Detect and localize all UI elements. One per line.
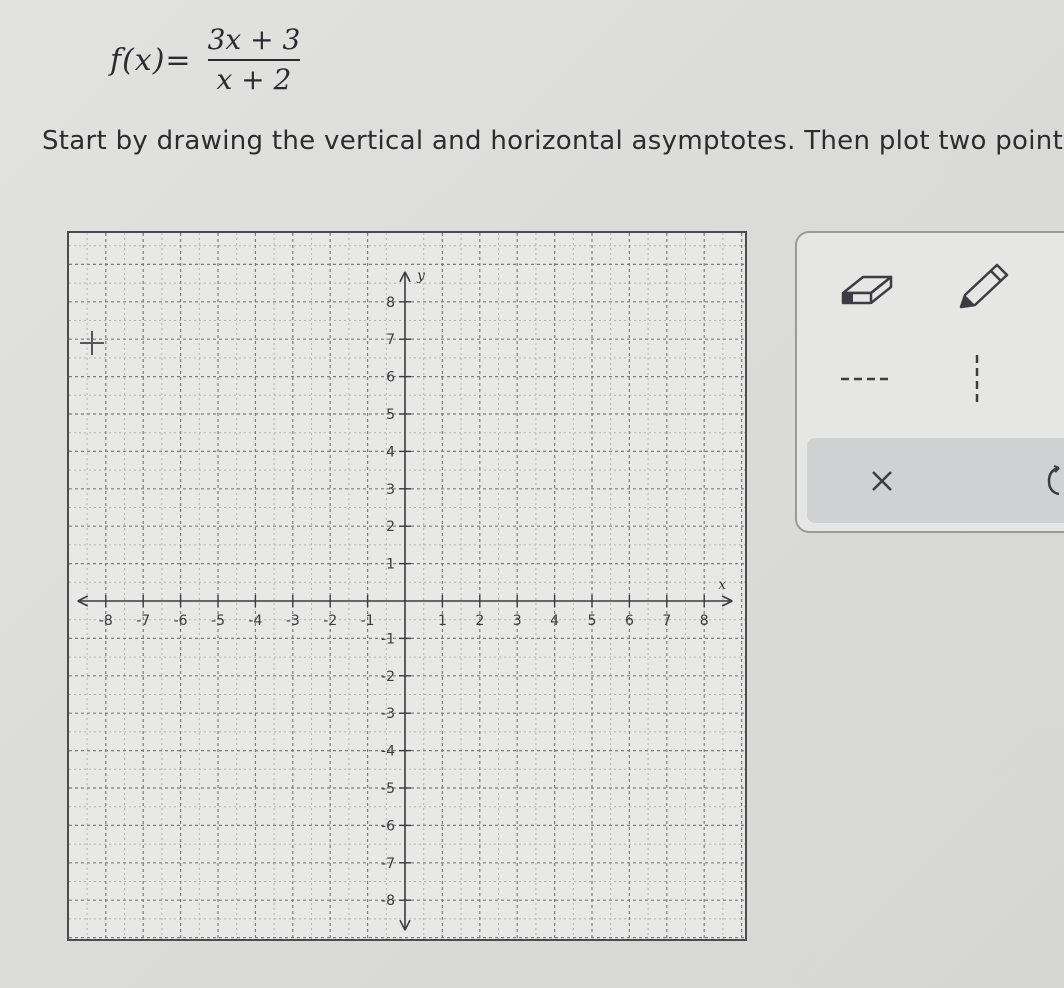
x-tick-label: 1 (437, 613, 447, 629)
x-tick-label: 2 (475, 613, 485, 629)
y-tick-label: 3 (386, 481, 395, 498)
y-tick-label: 1 (386, 556, 395, 573)
x-axis-label: x (718, 577, 727, 593)
x-tick-label: -7 (136, 613, 151, 629)
y-tick-label: -1 (381, 631, 395, 648)
horizontal-asymptote-tool-button[interactable] (835, 363, 895, 393)
x-tick-label: 6 (624, 613, 634, 629)
y-axis-label: y (417, 267, 425, 284)
x-tick-label: 5 (587, 613, 597, 629)
x-tick-label: 4 (550, 613, 560, 629)
y-tick-label: 6 (386, 369, 395, 386)
eraser-icon (837, 263, 899, 311)
vertical-asymptote-tool-button[interactable] (957, 351, 997, 411)
y-tick-label: -3 (381, 706, 395, 723)
y-tick-label: -4 (381, 743, 395, 760)
graph-toolbox (795, 231, 1064, 533)
crosshair-cursor-icon (78, 329, 106, 357)
function-lhs: f(x)= (110, 42, 192, 78)
x-icon (867, 466, 897, 496)
x-tick-label: -5 (211, 613, 225, 629)
y-tick-label: -7 (381, 855, 395, 872)
coordinate-grid[interactable] (69, 233, 745, 939)
y-tick-label: -6 (381, 818, 395, 835)
y-tick-label: 2 (386, 519, 395, 536)
fraction-bar (208, 59, 300, 61)
x-tick-label: 8 (699, 613, 709, 629)
x-tick-label: 7 (662, 613, 672, 629)
x-tick-label: -2 (323, 613, 338, 629)
y-tick-label: 4 (386, 444, 395, 461)
fraction-numerator: 3x + 3 (207, 23, 301, 56)
x-tick-label: -4 (248, 613, 263, 629)
undo-icon (1037, 464, 1064, 498)
fraction-denominator: x + 2 (216, 63, 292, 96)
y-tick-label: 5 (386, 407, 395, 423)
y-tick-label: -8 (381, 893, 395, 910)
action-bar (807, 438, 1064, 523)
y-tick-label: -2 (381, 668, 395, 685)
pencil-tool-button[interactable] (947, 257, 1017, 317)
y-tick-label: 8 (386, 294, 395, 311)
fraction (202, 23, 307, 97)
function-definition (110, 20, 306, 100)
instruction-text: Start by drawing the vertical and horizontal asymptotes. Then plot two point (42, 126, 1064, 156)
graph-panel[interactable] (67, 231, 747, 941)
x-tick-label: -8 (98, 613, 113, 629)
undo-button[interactable] (1027, 438, 1064, 523)
x-tick-label: -1 (360, 613, 375, 629)
y-tick-label: 7 (386, 332, 395, 349)
clear-button[interactable] (847, 438, 917, 523)
x-tick-label: -6 (173, 613, 188, 629)
eraser-tool-button[interactable] (837, 263, 899, 311)
vertical-dashed-line-icon (957, 351, 997, 411)
x-tick-label: 3 (512, 613, 522, 629)
y-tick-label: -5 (381, 781, 395, 797)
pencil-icon (947, 257, 1017, 317)
horizontal-dashed-line-icon (835, 363, 895, 393)
x-tick-label: -3 (285, 613, 300, 629)
